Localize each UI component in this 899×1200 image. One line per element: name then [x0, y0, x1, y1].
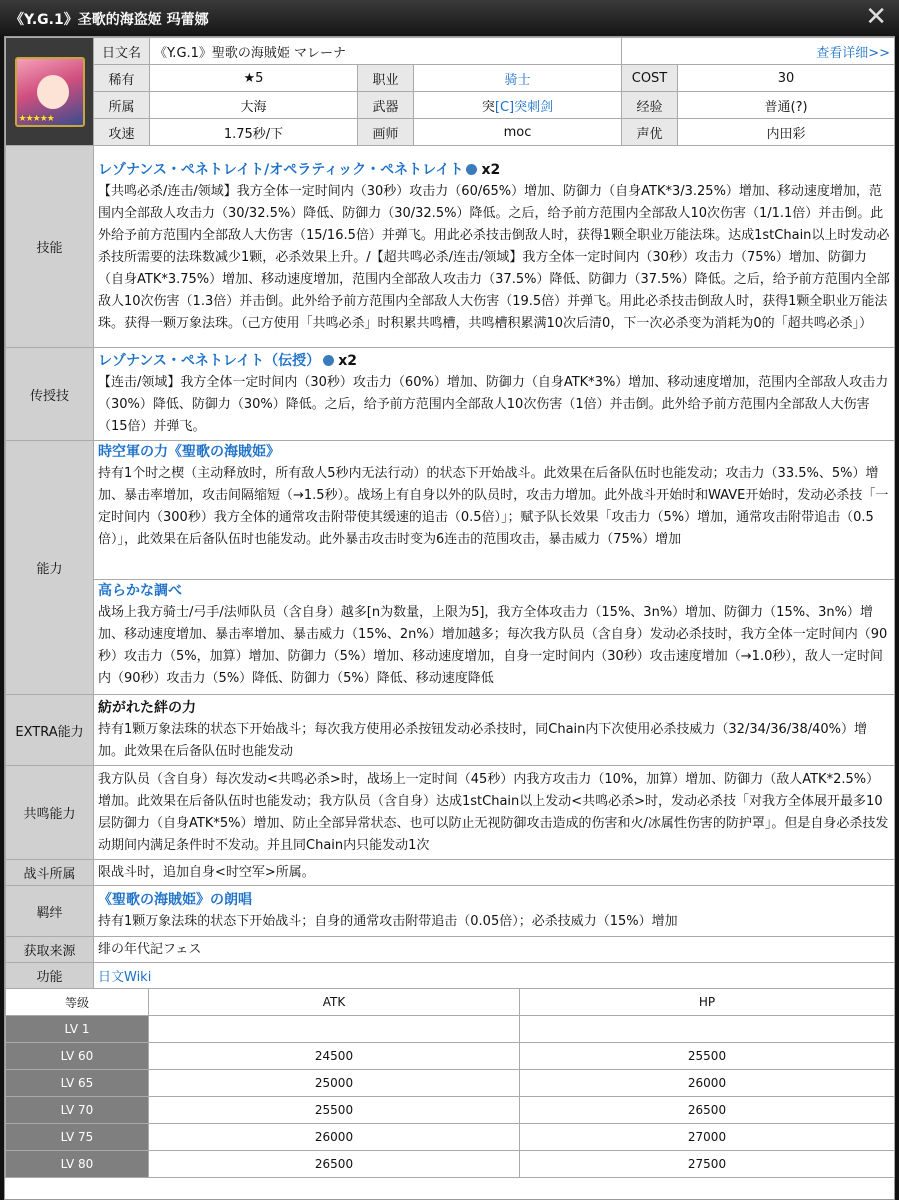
- cv-label: 声优: [622, 119, 678, 146]
- ability-1-name: 時空軍の力《聖歌の海賊姫》: [98, 444, 280, 460]
- function-label: 功能: [6, 963, 94, 989]
- battle-affiliation-text: 限战斗时，追加自身<时空军>所属。: [94, 860, 895, 886]
- table-row: [6, 1097, 895, 1124]
- stats-atk: [149, 1016, 520, 1043]
- ability-label: 能力: [6, 441, 94, 695]
- ability-2-name: 高らかな調べ: [98, 583, 182, 599]
- stats-hp: 26500: [520, 1097, 895, 1124]
- details-table: [5, 145, 895, 989]
- table-row: [6, 1151, 895, 1178]
- rarity-value: ★5: [150, 65, 358, 92]
- artist-label: 画师: [358, 119, 414, 146]
- source-text: 绯の年代記フェス: [94, 937, 895, 963]
- cost-value: 30: [678, 65, 895, 92]
- battle-affiliation-label: 战斗所属: [6, 860, 94, 886]
- stats-hp: [520, 1016, 895, 1043]
- rarity-stars-icon: ★★★★★: [18, 113, 54, 124]
- ability-cell: [94, 441, 895, 695]
- stats-atk: 25500: [149, 1097, 520, 1124]
- table-row: [6, 1016, 895, 1043]
- ability-2-text: 战场上我方骑士/弓手/法师队员（含自身）越多[n为数量，上限为5]，我方全体攻击力（15%、3n%）增加、防御力（15%、3n%）增加、移动速度增加、暴击率增加、暴击威力（15%、2n%）增加越多；每次我方队员（含自身）发动必杀技时，我方全体一定时间内（90秒）攻击力（5%，加算）增加、防御力（5%）增加、移动速度增加，自身一定时间内（30秒）攻击速度增加（→1.0秒），敌人一定时间内（90秒）攻击力（5%）降低、防御力（5%）降低、移动速度降低: [98, 605, 888, 686]
- extra-name: 紡がれた絆の力: [98, 700, 196, 716]
- transfer-text: 【连击/领域】我方全体一定时间内（30秒）攻击力（60%）增加、防御力（自身ATK*3%）增加、移动速度增加，范围内全部敌人攻击力（30%）降低、防御力（30%）降低。之后，给予前方范围内全部敌人10次伤害（1倍）并击倒。此外给予前方范围内全部敌人大伤害（15倍）并弹飞。: [98, 375, 889, 434]
- exp-value: 普通(?): [678, 92, 895, 119]
- table-row: [6, 1124, 895, 1151]
- orb-icon: [323, 355, 334, 366]
- stats-hp: 27000: [520, 1124, 895, 1151]
- jp-name-value: 《Y.G.1》聖歌の海賊姫 マレーナ: [150, 38, 622, 65]
- info-table: [5, 37, 895, 146]
- extra-label: EXTRA能力: [6, 695, 94, 766]
- resonance-cell: [94, 766, 895, 860]
- portrait-cell: [6, 38, 94, 146]
- stats-hp: 26000: [520, 1070, 895, 1097]
- transfer-mult: x2: [338, 353, 357, 369]
- cv-value: 内田彩: [678, 119, 895, 146]
- stats-table: [5, 988, 895, 1178]
- close-icon[interactable]: ✕: [865, 2, 887, 32]
- skill-name: レゾナンス・ペネトレイト/オペラティック・ペネトレイト: [98, 161, 464, 178]
- window-body: [4, 36, 895, 1200]
- transfer-name: レゾナンス・ペネトレイト（伝授）: [98, 353, 321, 369]
- stats-hp: 27500: [520, 1151, 895, 1178]
- weapon-link[interactable]: [C]突刺剑: [494, 99, 554, 115]
- extra-cell: [94, 695, 895, 766]
- class-link[interactable]: 骑士: [504, 72, 531, 88]
- atk-speed-label: 攻速: [94, 119, 150, 146]
- bond-text: 持有1颗万象法珠的状态下开始战斗；自身的通常攻击附带追击（0.05倍）；必杀技威力（15%）增加: [98, 914, 678, 929]
- transfer-label: 传授技: [6, 348, 94, 441]
- atk-speed-value: 1.75秒/下: [150, 119, 358, 146]
- jp-wiki-link[interactable]: 日文Wiki: [98, 970, 152, 985]
- stats-header-atk: ATK: [149, 989, 520, 1016]
- stats-level: LV 80: [6, 1151, 149, 1178]
- exp-label: 经验: [622, 92, 678, 119]
- stats-level: LV 70: [6, 1097, 149, 1124]
- orb-icon: [466, 164, 477, 175]
- bond-cell: [94, 886, 895, 937]
- resonance-text: 我方队员（含自身）每次发动<共鸣必杀>时，战场上一定时间（45秒）内我方攻击力（10%，加算）增加、防御力（敌人ATK*2.5%）增加。此效果在后备队伍时也能发动；我方队员（含自身）达成1stChain以上发动<共鸣必杀>时，发动必杀技「对我方全体展开最多10层防御力（自身ATK*5%）增加、防止全部异常状态、也可以防止无视防御攻击造成的伤害和火/冰属性伤害的防护罩」。但是自身必杀技发动期间内满足条件时不发动。并且同Chain内只能发动1次: [98, 771, 889, 853]
- window-title: 《Y.G.1》圣歌的海盗姬 玛蕾娜: [10, 12, 209, 28]
- skill-label: 技能: [6, 146, 94, 348]
- source-label: 获取来源: [6, 937, 94, 963]
- stats-atk: 26000: [149, 1124, 520, 1151]
- window-titlebar: [0, 0, 899, 36]
- stats-level: LV 1: [6, 1016, 149, 1043]
- artist-value: moc: [414, 119, 622, 146]
- stats-atk: 25000: [149, 1070, 520, 1097]
- stats-level: LV 75: [6, 1124, 149, 1151]
- extra-text: 持有1颗万象法珠的状态下开始战斗；每次我方使用必杀按钮发动必杀技时，同Chain内下次使用必杀技威力（32/34/36/38/40%）增加。此效果在后备队伍时也能发动: [98, 722, 867, 759]
- skill-text: 【共鸣必杀/连击/领域】我方全体一定时间内（30秒）攻击力（60/65%）增加、防御力（自身ATK*3/3.25%）增加、移动速度增加，范围内全部敌人攻击力（30/32.5%）降低、防御力（30/32.5%）降低。之后，给予前方范围内全部敌人10次伤害（1/1.1倍）并击倒。此外给予前方范围内全部敌人大伤害（15/16.5倍）并弹飞。用此必杀技击倒敌人时，获得1颗全职业万能法珠。达成1stChain以上时发动必杀技所需要的法珠数减少1颗，必杀效果上升。/【超共鸣必杀/连击/领域】我方全体一定时间内（30秒）攻击力（75%）增加、防御力（自身ATK*3.75%）增加、移动速度增加，范围内全部敌人攻击力（37.5%）降低、防御力（37.5%）降低。之后，给予前方范围内全部敌人10次伤害（1.3倍）并击倒。此外给予前方范围内全部敌人大伤害（19.5倍）并弹飞。用此必杀技击倒敌人时，获得1颗全职业万能法珠。获得一颗万象法珠。（己方使用「共鸣必杀」时积累共鸣槽，共鸣槽积累满10次后清0，下一次必杀变为消耗为0的「超共鸣必杀」）: [98, 183, 890, 331]
- character-portrait: [15, 57, 85, 127]
- skill-mult: x2: [481, 161, 501, 178]
- cost-label: COST: [622, 65, 678, 92]
- affiliation-label: 所属: [94, 92, 150, 119]
- affiliation-value: 大海: [150, 92, 358, 119]
- ability-1-text: 持有1个时之楔（主动释放时，所有敌人5秒内无法行动）的状态下开始战斗。此效果在后备队伍时也能发动；攻击力（33.5%、5%）增加、暴击率增加，攻击间隔缩短（→1.5秒）。战场上有自身以外的队员时，攻击力增加。此外战斗开始时和WAVE开始时，发动必杀技「一定时间内（300秒）我方全体的通常攻击附带使其缓速的追击（0.5倍）」；赋予队长效果「攻击力（5%）增加，通常攻击附带追击（0.5倍）」，此效果在后备队伍时也能发动。此外暴击攻击时变为6连击的范围攻击，暴击威力（75%）增加: [98, 466, 889, 547]
- stats-atk: 24500: [149, 1043, 520, 1070]
- stats-atk: 26500: [149, 1151, 520, 1178]
- jp-name-label: 日文名: [94, 38, 150, 65]
- view-details-link[interactable]: 查看详细>>: [816, 45, 891, 61]
- stats-header-level: 等级: [6, 989, 149, 1016]
- transfer-cell: [94, 348, 895, 441]
- resonance-label: 共鸣能力: [6, 766, 94, 860]
- weapon-prefix: 突: [481, 99, 495, 115]
- class-label: 职业: [358, 65, 414, 92]
- rarity-label: 稀有: [94, 65, 150, 92]
- bond-name: 《聖歌の海賊姫》の朗唱: [98, 892, 252, 908]
- skill-cell: [94, 146, 895, 348]
- table-row: [6, 1070, 895, 1097]
- table-row: [6, 1043, 895, 1070]
- stats-header-hp: HP: [520, 989, 895, 1016]
- bond-label: 羁绊: [6, 886, 94, 937]
- stats-level: LV 60: [6, 1043, 149, 1070]
- weapon-label: 武器: [358, 92, 414, 119]
- stats-hp: 25500: [520, 1043, 895, 1070]
- stats-level: LV 65: [6, 1070, 149, 1097]
